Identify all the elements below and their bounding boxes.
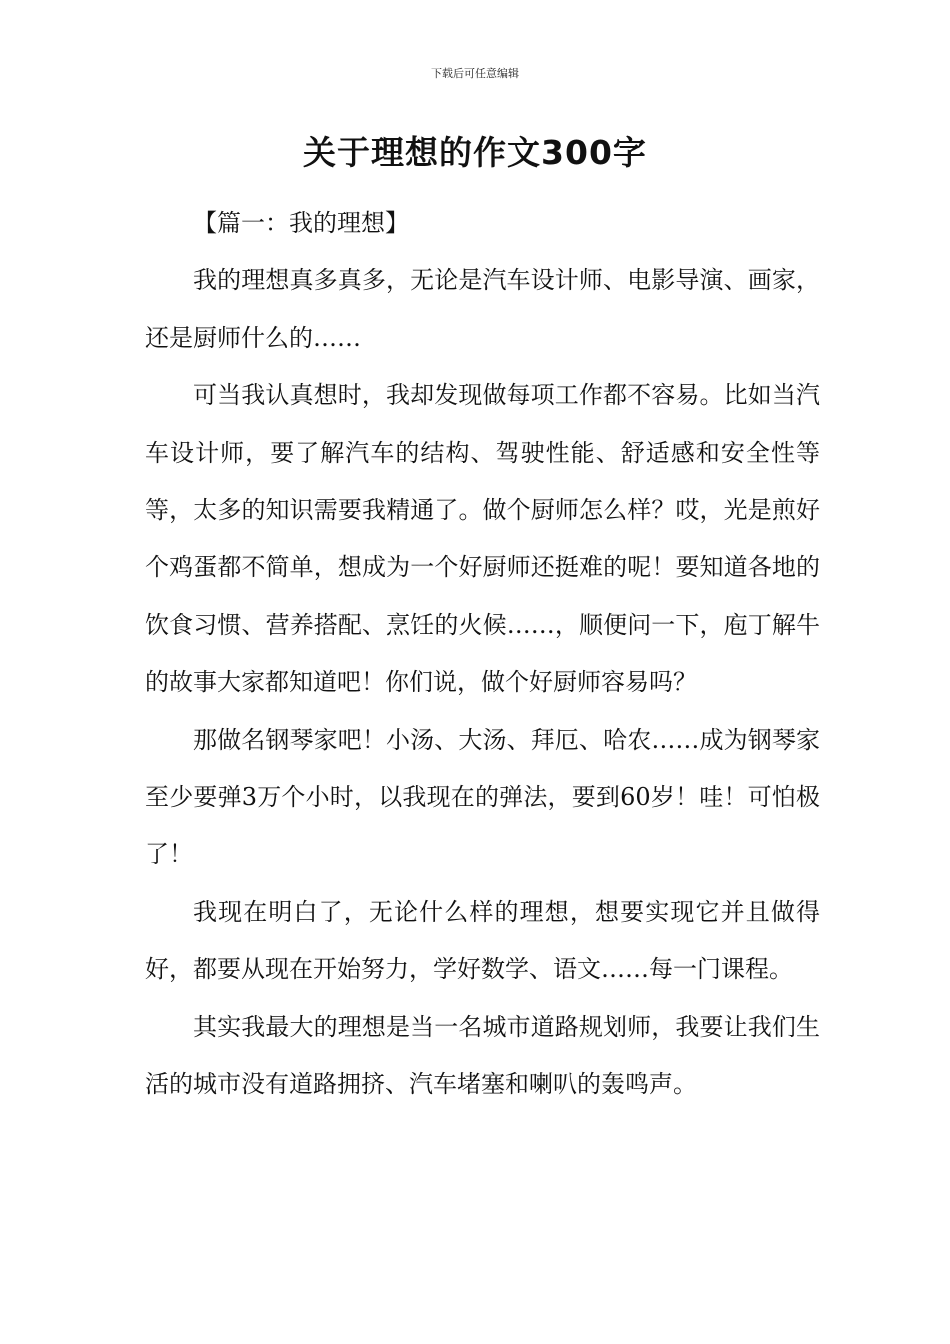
paragraph-3: 那做名钢琴家吧！小汤、大汤、拜厄、哈农……成为钢琴家至少要弹3万个小时，以我现在的弹法，要到60岁！哇！可怕极了！: [145, 725, 820, 869]
document-body: [145, 195, 820, 1114]
paragraph-4: 我现在明白了，无论什么样的理想，想要实现它并且做得好，都要从现在开始努力，学好数学、语文……每一门课程。: [145, 897, 820, 984]
section-heading: 【篇一：我的理想】: [193, 209, 409, 237]
paragraph-1: 我的理想真多真多，无论是汽车设计师、电影导演、画家，还是厨师什么的……: [145, 266, 820, 352]
header-note: 下载后可任意编辑: [431, 67, 519, 80]
document-title: 关于理想的作文300字: [303, 133, 647, 172]
paragraph-5: 其实我最大的理想是当一名城市道路规划师，我要让我们生活的城市没有道路拥挤、汽车堵塞和喇叭的轰鸣声。: [145, 1012, 820, 1099]
paragraph-2: 可当我认真想时，我却发现做每项工作都不容易。比如当汽车设计师，要了解汽车的结构、驾驶性能、舒适感和安全性等等，太多的知识需要我精通了。做个厨师怎么样？哎，光是煎好个鸡蛋都不简单，想成为一个好厨师还挺难的呢！要知道各地的饮食习惯、营养搭配、烹饪的火候……，顺便问一下，庖丁解牛的故事大家都知道吧！你们说，做个好厨师容易吗？: [145, 381, 820, 697]
